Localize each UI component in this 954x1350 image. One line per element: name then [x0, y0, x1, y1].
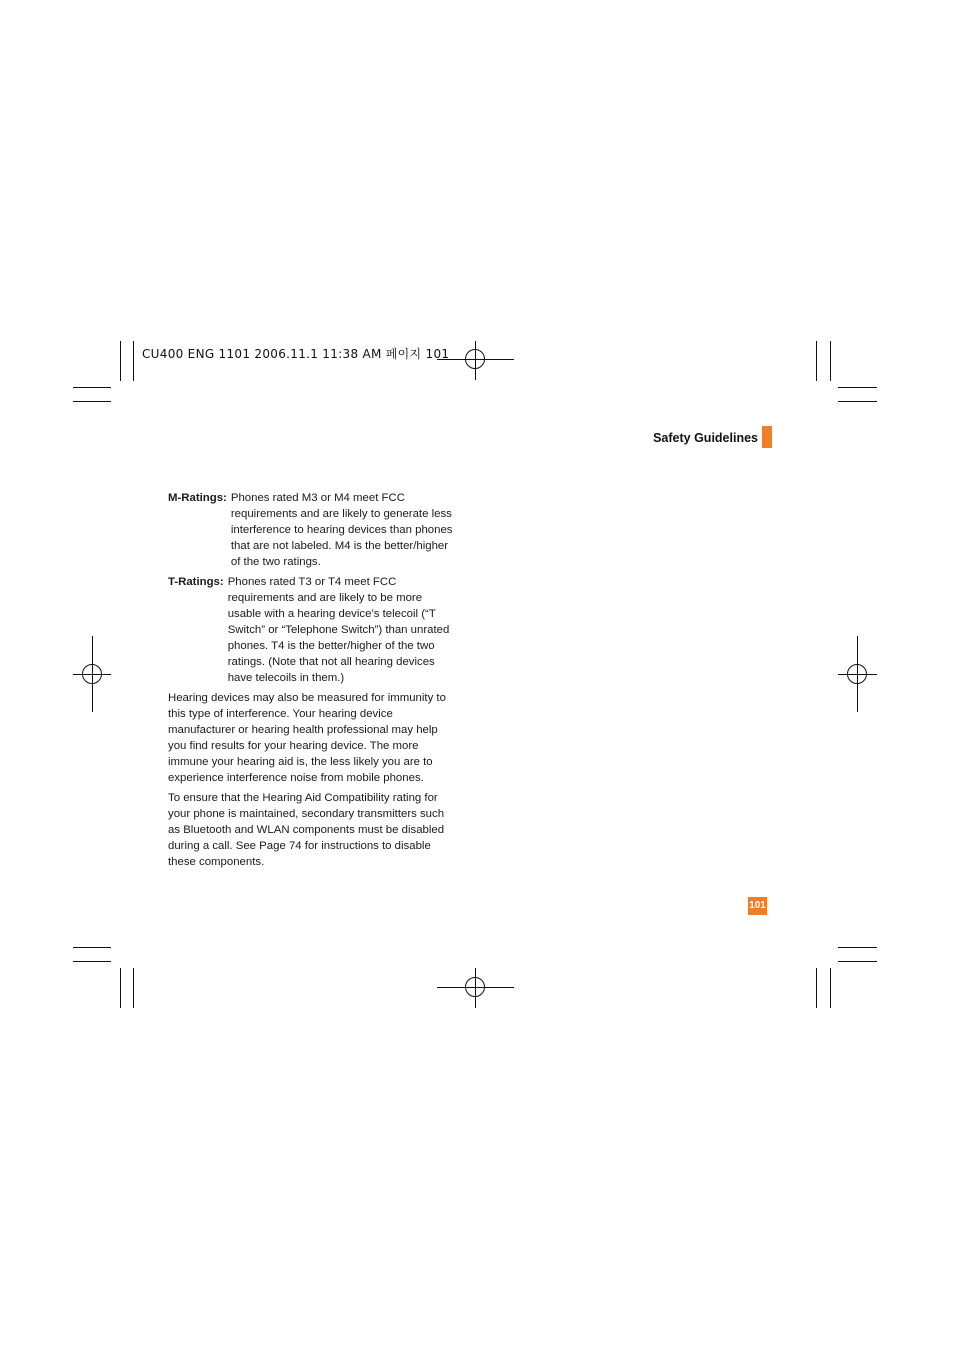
crop-mark [816, 968, 817, 1008]
rating-definition: Phones rated M3 or M4 meet FCC requirements and are likely to generate less interference to hearing devices than phones that are not labeled. M4 is the better/higher of the two ratings. [230, 492, 453, 568]
crop-mark [120, 968, 121, 1008]
rating-definition: Phones rated T3 or T4 meet FCC requirements and are likely to be more usable with a hearing device’s telecoil (“T Switch” or “Telephone Switch”) than unrated phones. T4 is the better/higher of the two ratings. (Note that not all hearing devices have telecoils in them.) [227, 576, 450, 684]
crop-mark [830, 968, 831, 1008]
crop-mark [830, 341, 831, 381]
crop-mark [838, 401, 877, 402]
crop-mark [838, 947, 877, 948]
crop-mark [73, 387, 111, 388]
crop-mark [133, 968, 134, 1008]
crop-mark [73, 961, 111, 962]
rating-term: T-Ratings: [168, 576, 224, 588]
print-slug: CU400 ENG 1101 2006.11.1 11:38 AM 페이지 101 [142, 347, 450, 361]
crop-mark [133, 341, 134, 381]
crop-mark [838, 961, 877, 962]
crop-mark [838, 387, 877, 388]
crop-mark [73, 401, 111, 402]
page-number: 101 [748, 897, 767, 915]
page-content [168, 490, 458, 874]
section-title: Safety Guidelines [653, 431, 758, 445]
crop-mark [73, 947, 111, 948]
crop-mark [120, 341, 121, 381]
crop-mark [816, 341, 817, 381]
paragraph-compatibility: To ensure that the Hearing Aid Compatibility rating for your phone is maintained, secondary transmitters such as Bluetooth and WLAN components must be disabled during a call. See Page 74 for instructions to disable these components. [168, 792, 445, 868]
rating-item-m [168, 490, 458, 570]
rating-term: M-Ratings: [168, 492, 227, 504]
rating-item-t [168, 574, 458, 686]
section-tab-marker [762, 426, 772, 448]
paragraph-immunity: Hearing devices may also be measured for immunity to this type of interference. Your hearing device manufacturer or hearing health professional may help you find results for your hearing device. The more immune your hearing aid is, the less likely you are to experience interference noise from mobile phones. [168, 692, 446, 784]
